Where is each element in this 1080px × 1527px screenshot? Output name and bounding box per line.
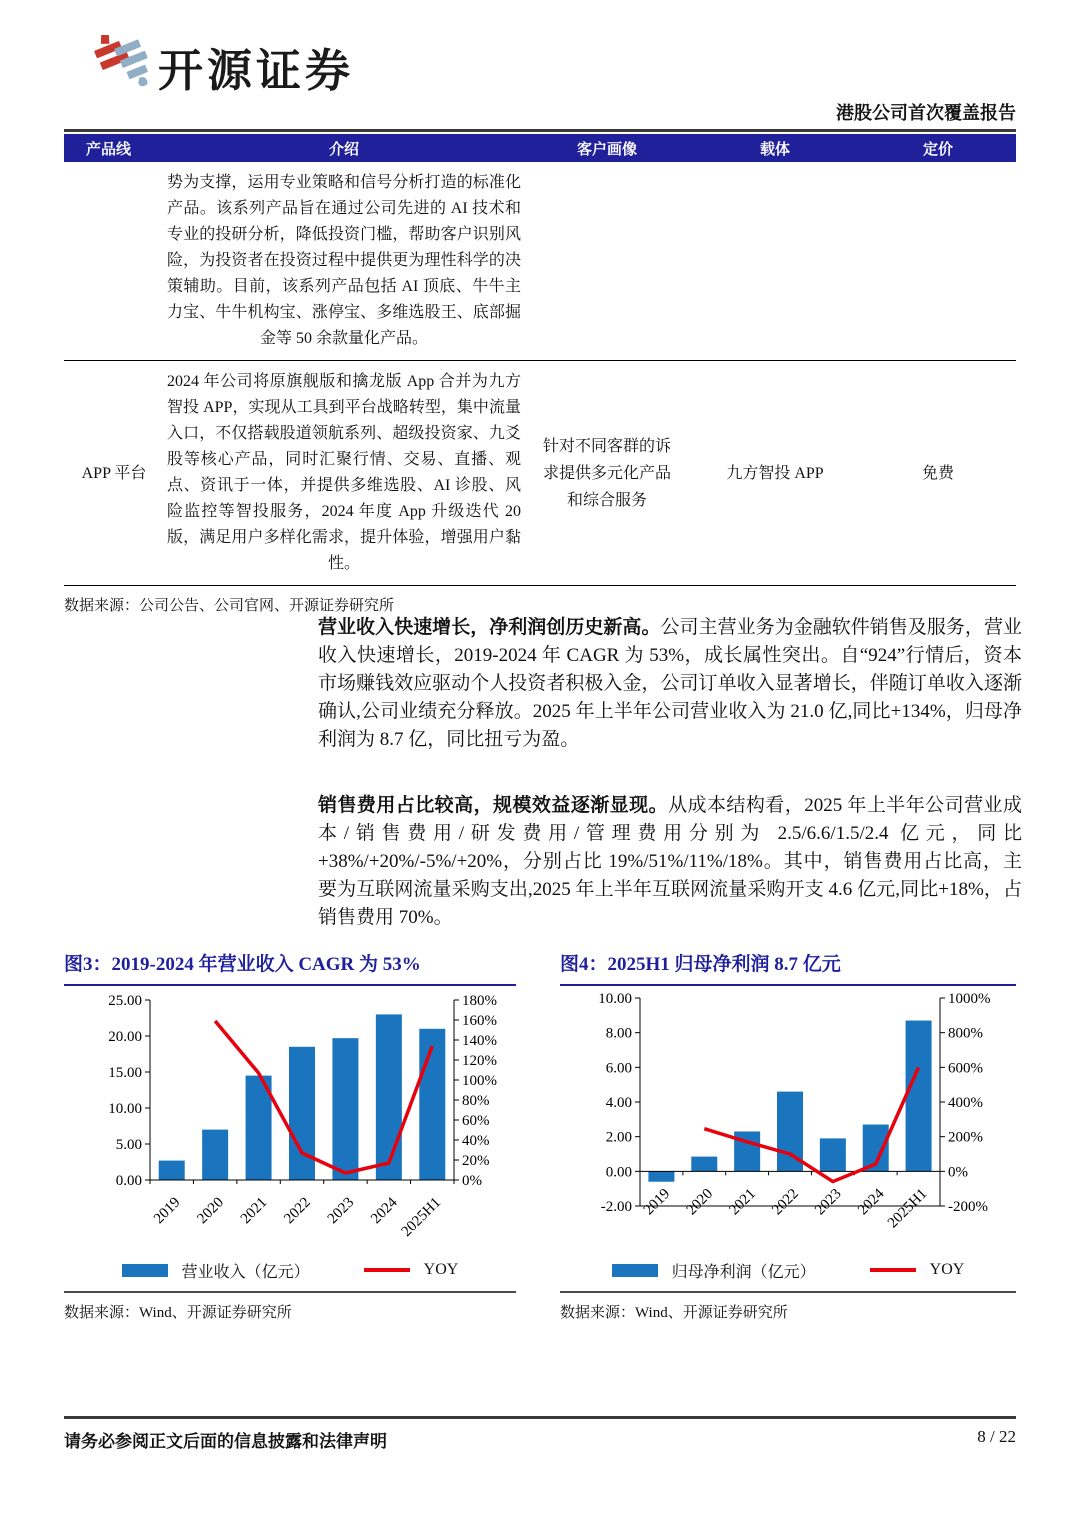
svg-text:6.00: 6.00 xyxy=(605,1060,632,1077)
svg-text:200%: 200% xyxy=(948,1129,983,1146)
svg-text:15.00: 15.00 xyxy=(108,1065,142,1081)
paragraph-lead: 销售费用占比较高，规模效益逐渐显现。 xyxy=(318,795,669,816)
svg-text:140%: 140% xyxy=(462,1033,497,1049)
svg-text:2019: 2019 xyxy=(640,1185,674,1219)
footer-page-number: 8 / 22 xyxy=(977,1427,1016,1446)
figure-4-chart xyxy=(560,988,1016,1255)
column-header-price: 定价 xyxy=(922,141,953,158)
bar-legend-swatch xyxy=(612,1264,658,1277)
svg-text:-2.00: -2.00 xyxy=(600,1199,632,1215)
svg-text:180%: 180% xyxy=(462,993,497,1009)
svg-text:80%: 80% xyxy=(462,1093,490,1109)
cell-product-line: APP 平台 xyxy=(81,464,147,482)
cell-intro: 2024 年公司将原旗舰版和擒龙版 App 合并为九方智投 APP，实现从工具到平台战略转型，集中流量入口，不仅搭载股道领航系列、超级投资家、九爻股等核心产品，同时汇聚行情、交易、直播、观点、资讯于一体，并提供多维选股、AI 诊股、风险监控等智投服务，2024 年度 App 升级迭代 20 版，满足用户多样化需求，提升体验，增强用户黏性。 xyxy=(167,373,521,572)
figure-3-title: 图3：2019-2024 年营业收入 CAGR 为 53% xyxy=(64,952,516,986)
bar-legend-label: 归母净利润（亿元） xyxy=(671,1263,816,1281)
svg-text:20%: 20% xyxy=(462,1153,490,1169)
figure-3-chart xyxy=(64,988,516,1255)
table-row xyxy=(64,162,1016,361)
svg-text:2.00: 2.00 xyxy=(605,1129,632,1146)
svg-text:60%: 60% xyxy=(462,1113,490,1129)
svg-text:2025H1: 2025H1 xyxy=(398,1194,445,1241)
figures-row xyxy=(64,952,1016,1322)
footer-disclaimer: 请务必参阅正文后面的信息披露和法律声明 xyxy=(64,1432,387,1451)
figure-4-source: 数据来源：Wind、开源证券研究所 xyxy=(560,1291,1016,1322)
header-divider xyxy=(64,129,1016,132)
logo-text: 开源证券 xyxy=(158,44,355,97)
table-source-note: 数据来源：公司公告、公司官网、开源证券研究所 xyxy=(64,598,395,614)
svg-text:2022: 2022 xyxy=(281,1194,314,1228)
svg-text:40%: 40% xyxy=(462,1133,490,1149)
paragraph xyxy=(318,792,1022,932)
figure-3 xyxy=(64,952,516,1322)
report-type-label: 港股公司首次覆盖报告 xyxy=(836,103,1016,123)
paragraph-text: 公司主营业务为金融软件销售及服务，营业收入快速增长，2019-2024 年 CAGR 为 53%，成长属性突出。自“924”行情后，资本市场赚钱效应驱动个人投资者积极入金，公司订单收入显著增长，伴随订单收入逐渐确认,公司业绩充分释放。2025 年上半年公司营业收入为 21.0 亿,同比+134%，归母净利润为 8.7 亿，同比扭亏为盈。 xyxy=(318,617,1022,750)
svg-text:4.00: 4.00 xyxy=(605,1095,632,1111)
svg-text:2021: 2021 xyxy=(726,1185,759,1219)
kaiyuan-logo xyxy=(86,34,354,99)
figure-4 xyxy=(560,952,1016,1322)
cell-customer: 针对不同客群的诉求提供多元化产品和综合服务 xyxy=(542,437,671,509)
bar-legend-swatch xyxy=(122,1264,168,1277)
product-table-header xyxy=(64,134,1016,162)
svg-text:2019: 2019 xyxy=(151,1194,184,1228)
svg-text:2025H1: 2025H1 xyxy=(884,1185,931,1232)
body-paragraphs xyxy=(318,614,1022,970)
column-header-product-line: 产品线 xyxy=(86,141,132,158)
figure-4-legend xyxy=(560,1255,1016,1285)
svg-text:0.00: 0.00 xyxy=(115,1173,142,1189)
svg-text:2023: 2023 xyxy=(324,1194,358,1228)
svg-text:2024: 2024 xyxy=(855,1185,888,1219)
svg-text:2020: 2020 xyxy=(683,1185,717,1219)
product-table xyxy=(64,134,1016,615)
svg-text:25.00: 25.00 xyxy=(108,993,142,1009)
table-row xyxy=(64,361,1016,586)
svg-text:2022: 2022 xyxy=(769,1185,802,1219)
svg-text:8.00: 8.00 xyxy=(605,1025,632,1042)
svg-text:20.00: 20.00 xyxy=(108,1029,142,1045)
page-footer xyxy=(64,1416,1016,1452)
figure-4-title: 图4：2025H1 归母净利润 8.7 亿元 xyxy=(560,952,1016,986)
line-legend-swatch xyxy=(364,1268,410,1272)
svg-text:800%: 800% xyxy=(948,1025,983,1042)
column-header-carrier: 载体 xyxy=(759,141,790,158)
svg-text:0.00: 0.00 xyxy=(605,1164,632,1181)
cell-carrier: 九方智投 APP xyxy=(726,464,824,482)
paragraph-text: 从成本结构看，2025 年上半年公司营业成本/销售费用/研发费用/管理费用分别为 2.5/6.6/1.5/2.4 亿元，同比+38%/+20%/-5%/+20%，分别占比 19%/51%/11%/18%。其中，销售费用占比高，主要为互联网流量采购支出,2025 年上半年互联网流量采购开支 4.6 亿元,同比+18%，占销售费用 70%。 xyxy=(318,795,1022,928)
svg-text:10.00: 10.00 xyxy=(108,1101,142,1117)
cell-intro: 势为支撑，运用专业策略和信号分析打造的标准化产品。该系列产品旨在通过公司先进的 AI 技术和专业的投研分析，降低投资门槛，帮助客户识别风险，为投资者在投资过程中提供更为理性科学的决策辅助。目前，该系列产品包括 AI 顶底、牛牛主力宝、牛牛机构宝、涨停宝、多维选股王、底部掘金等 50 余款量化产品。 xyxy=(167,174,521,347)
kaiyuan-logo-icon xyxy=(86,35,150,99)
svg-text:2021: 2021 xyxy=(237,1194,271,1228)
figure-3-legend xyxy=(64,1255,516,1285)
line-legend-label: YOY xyxy=(929,1261,965,1278)
figure-3-source: 数据来源：Wind、开源证券研究所 xyxy=(64,1291,516,1322)
svg-text:-200%: -200% xyxy=(948,1199,988,1215)
paragraph xyxy=(318,614,1022,754)
svg-text:2024: 2024 xyxy=(368,1194,401,1228)
cell-price: 免费 xyxy=(921,464,954,482)
svg-text:400%: 400% xyxy=(948,1095,983,1111)
column-header-customer: 客户画像 xyxy=(576,141,637,158)
svg-text:0%: 0% xyxy=(948,1164,968,1181)
svg-text:160%: 160% xyxy=(462,1013,497,1029)
svg-text:0%: 0% xyxy=(462,1173,482,1189)
svg-text:2023: 2023 xyxy=(812,1185,845,1219)
svg-text:1000%: 1000% xyxy=(948,991,991,1007)
svg-text:10.00: 10.00 xyxy=(598,991,632,1007)
svg-text:120%: 120% xyxy=(462,1053,497,1069)
svg-text:100%: 100% xyxy=(462,1073,497,1089)
paragraph-lead: 营业收入快速增长，净利润创历史新高。 xyxy=(318,617,661,638)
line-legend-swatch xyxy=(870,1268,916,1272)
svg-text:600%: 600% xyxy=(948,1060,983,1077)
line-legend-label: YOY xyxy=(423,1261,459,1278)
svg-text:5.00: 5.00 xyxy=(115,1137,142,1153)
bar-legend-label: 营业收入（亿元） xyxy=(181,1263,310,1281)
column-header-intro: 介绍 xyxy=(328,141,359,158)
svg-text:2020: 2020 xyxy=(194,1194,227,1228)
